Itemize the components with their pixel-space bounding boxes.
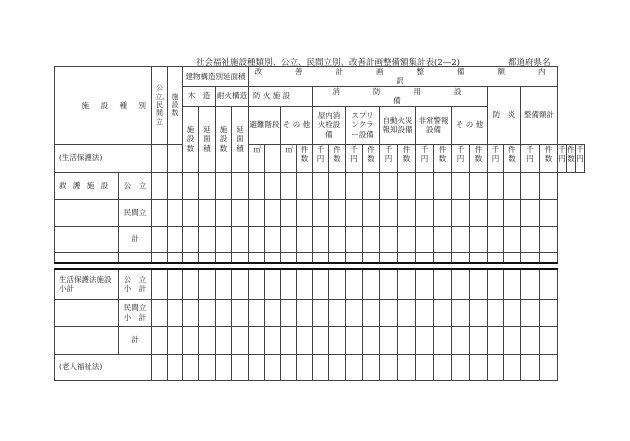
data-cell[interactable] [329, 354, 346, 380]
data-cell[interactable] [199, 326, 216, 354]
data-cell[interactable] [540, 252, 558, 263]
data-cell[interactable] [452, 299, 470, 326]
data-cell[interactable] [232, 299, 249, 326]
data-cell[interactable] [434, 354, 452, 380]
data-cell[interactable] [398, 299, 416, 326]
data-cell[interactable] [168, 326, 183, 354]
data-cell[interactable] [249, 269, 265, 299]
data-cell[interactable] [363, 252, 380, 263]
report-title: 社会福祉施設種類別、公立、民間立別、改善計画整備額集計表(2―2) [196, 58, 460, 68]
data-cell[interactable] [488, 299, 504, 326]
unit-count: 件数 [540, 144, 558, 172]
data-cell[interactable] [470, 269, 488, 299]
data-cell[interactable] [313, 252, 329, 263]
data-cell[interactable] [232, 172, 249, 199]
data-cell[interactable] [168, 354, 183, 380]
data-cell[interactable] [249, 226, 265, 252]
data-cell[interactable] [363, 299, 380, 326]
unit-thousand-yen: 千円 [313, 144, 329, 172]
data-cell[interactable] [504, 326, 521, 354]
data-cell[interactable] [152, 354, 168, 380]
data-cell[interactable] [363, 199, 380, 226]
summary-table-sheet [54, 66, 585, 381]
fire-floor-area-header: 延面積 [232, 106, 249, 172]
data-cell[interactable] [521, 269, 540, 299]
building-area-header: 建物構造別延面積 [183, 67, 249, 87]
row-label: 計 [119, 326, 152, 354]
unit-count: 件数 [504, 144, 521, 172]
data-cell[interactable] [398, 326, 416, 354]
data-cell[interactable] [380, 252, 398, 263]
data-cell[interactable] [183, 354, 199, 380]
row-label: 公 立 小 計 [119, 269, 152, 299]
data-cell[interactable] [281, 354, 297, 380]
row-label: 計 [119, 226, 152, 252]
data-cell[interactable] [540, 354, 558, 380]
data-cell[interactable] [380, 299, 398, 326]
data-cell[interactable] [452, 269, 470, 299]
data-cell[interactable] [232, 199, 249, 226]
data-cell[interactable] [416, 252, 434, 263]
data-cell[interactable] [199, 252, 216, 263]
data-cell[interactable] [329, 326, 346, 354]
data-cell[interactable] [470, 199, 488, 226]
unit-count: 件数 [470, 144, 488, 172]
data-cell[interactable] [488, 326, 504, 354]
data-cell[interactable] [168, 269, 183, 299]
data-cell[interactable] [346, 172, 363, 199]
data-cell[interactable] [452, 172, 470, 199]
data-cell[interactable] [329, 172, 346, 199]
wood-floor-area-header: 延面積 [199, 106, 216, 172]
data-cell[interactable] [540, 269, 558, 299]
data-cell[interactable] [232, 252, 249, 263]
unit-sqm-wood: ㎡ [249, 144, 265, 172]
data-cell[interactable] [488, 226, 504, 252]
data-cell[interactable] [183, 269, 199, 299]
data-cell[interactable] [297, 354, 313, 380]
data-cell[interactable] [346, 252, 363, 263]
data-cell[interactable] [504, 172, 521, 199]
data-cell[interactable] [363, 269, 380, 299]
data-cell[interactable] [297, 226, 313, 252]
facility-type-header: 施 設 種 別 [55, 67, 152, 145]
emergency-alarm-header: 非常警報設備 [416, 106, 452, 144]
data-cell[interactable] [265, 326, 281, 354]
data-cell[interactable] [416, 326, 434, 354]
data-cell[interactable] [398, 199, 416, 226]
unit-thousand-yen: 千円 [576, 144, 585, 172]
data-cell[interactable] [281, 326, 297, 354]
data-cell[interactable] [313, 354, 329, 380]
data-cell[interactable] [199, 199, 216, 226]
data-cell[interactable] [329, 226, 346, 252]
total-maintenance-header: 整備額計 [521, 86, 558, 144]
data-cell[interactable] [313, 269, 329, 299]
data-cell[interactable] [504, 354, 521, 380]
data-cell[interactable] [152, 252, 168, 263]
data-cell[interactable] [363, 172, 380, 199]
data-cell[interactable] [521, 252, 540, 263]
data-cell[interactable] [199, 269, 216, 299]
data-cell[interactable] [434, 326, 452, 354]
data-cell[interactable] [363, 226, 380, 252]
data-cell[interactable] [470, 326, 488, 354]
data-cell[interactable] [346, 226, 363, 252]
data-cell[interactable] [265, 172, 281, 199]
data-cell[interactable] [281, 269, 297, 299]
data-cell[interactable] [416, 172, 434, 199]
data-cell[interactable] [452, 252, 470, 263]
data-cell[interactable] [168, 299, 183, 326]
data-cell[interactable] [521, 326, 540, 354]
row-label: 公 立 [119, 172, 152, 199]
unit-count: 件数 [434, 144, 452, 172]
data-cell[interactable] [416, 199, 434, 226]
data-cell[interactable] [380, 199, 398, 226]
group2-name: 生活保護法施設小計 [55, 269, 119, 299]
data-cell[interactable] [265, 226, 281, 252]
data-cell[interactable] [199, 226, 216, 252]
fire-facility-count-header: 施設数 [216, 106, 232, 172]
data-cell[interactable] [183, 299, 199, 326]
data-cell[interactable] [281, 199, 297, 226]
data-cell[interactable] [183, 172, 199, 199]
sprinkler-header: スプリンクラー設備 [346, 106, 380, 144]
data-cell[interactable] [540, 199, 558, 226]
data-cell[interactable] [281, 172, 297, 199]
data-cell[interactable] [488, 269, 504, 299]
data-cell[interactable] [152, 172, 168, 199]
data-cell[interactable] [540, 326, 558, 354]
fireproof-header: 耐火構造 [216, 86, 249, 106]
data-cell[interactable] [470, 252, 488, 263]
data-cell[interactable] [216, 326, 232, 354]
data-cell[interactable] [329, 269, 346, 299]
data-cell[interactable] [434, 299, 452, 326]
data-cell[interactable] [249, 299, 265, 326]
data-cell[interactable] [152, 199, 168, 226]
data-cell[interactable] [380, 326, 398, 354]
data-cell[interactable] [504, 226, 521, 252]
data-cell[interactable] [265, 199, 281, 226]
data-cell[interactable] [329, 252, 346, 263]
data-cell[interactable] [488, 172, 504, 199]
unit-thousand-yen: 千円 [416, 144, 434, 172]
data-cell[interactable] [232, 326, 249, 354]
data-cell[interactable] [265, 269, 281, 299]
unit-count: 件数 [363, 144, 380, 172]
data-cell[interactable] [488, 354, 504, 380]
data-cell[interactable] [297, 199, 313, 226]
data-cell[interactable] [199, 172, 216, 199]
data-cell[interactable] [380, 172, 398, 199]
data-cell[interactable] [521, 299, 540, 326]
data-cell[interactable] [152, 269, 168, 299]
unit-count: 件数 [398, 144, 416, 172]
data-cell[interactable] [281, 226, 297, 252]
data-cell[interactable] [363, 354, 380, 380]
data-cell[interactable] [199, 299, 216, 326]
data-cell[interactable] [346, 326, 363, 354]
data-cell[interactable] [380, 226, 398, 252]
data-cell[interactable] [313, 172, 329, 199]
data-cell[interactable] [216, 172, 232, 199]
data-cell[interactable] [216, 354, 232, 380]
unit-count: 件数 [297, 144, 313, 172]
data-cell[interactable] [216, 252, 232, 263]
data-cell[interactable] [183, 226, 199, 252]
firefighting-equipment-header: 消 防 用 設 備 [313, 86, 488, 106]
data-cell[interactable] [281, 299, 297, 326]
row-label: 民間立 小 計 [119, 299, 152, 326]
data-cell[interactable] [540, 299, 558, 326]
fire-prevention-header: 防 火 施 設 [249, 86, 313, 106]
data-cell[interactable] [313, 226, 329, 252]
evac-stairs-header: 避難階段 [249, 106, 281, 144]
data-cell[interactable] [363, 326, 380, 354]
data-cell[interactable] [434, 269, 452, 299]
data-cell[interactable] [168, 226, 183, 252]
data-cell[interactable] [504, 269, 521, 299]
unit-thousand-yen: 千円 [488, 144, 504, 172]
data-cell[interactable] [398, 172, 416, 199]
data-cell[interactable] [380, 269, 398, 299]
data-cell[interactable] [216, 226, 232, 252]
data-cell[interactable] [297, 299, 313, 326]
wooden-header: 木 造 [183, 86, 216, 106]
unit-count: 件数 [567, 144, 576, 172]
summary-table [54, 66, 585, 381]
data-cell[interactable] [416, 226, 434, 252]
data-cell[interactable] [521, 172, 540, 199]
data-cell[interactable] [470, 299, 488, 326]
data-cell[interactable] [398, 226, 416, 252]
data-cell[interactable] [232, 226, 249, 252]
data-cell[interactable] [452, 199, 470, 226]
prefecture-label: 都道府県名 [508, 58, 551, 68]
data-cell[interactable] [297, 252, 313, 263]
data-cell[interactable] [434, 226, 452, 252]
data-cell[interactable] [346, 299, 363, 326]
indoor-hydrant-header: 屋内消火栓設備 [313, 106, 346, 144]
fire-protection-header: 防 炎 [488, 86, 521, 144]
data-cell[interactable] [152, 299, 168, 326]
data-cell[interactable] [452, 326, 470, 354]
data-cell[interactable] [504, 199, 521, 226]
data-cell[interactable] [521, 354, 540, 380]
data-cell[interactable] [452, 354, 470, 380]
data-cell[interactable] [329, 299, 346, 326]
data-cell[interactable] [297, 326, 313, 354]
data-cell[interactable] [249, 326, 265, 354]
data-cell[interactable] [265, 299, 281, 326]
unit-thousand-yen: 千円 [380, 144, 398, 172]
data-cell[interactable] [216, 299, 232, 326]
row-label: 民間立 [119, 199, 152, 226]
data-cell[interactable] [249, 252, 265, 263]
data-cell[interactable] [540, 226, 558, 252]
public-private-header: 公立、民間立 [152, 67, 168, 145]
data-cell[interactable] [249, 354, 265, 380]
auto-alarm-header: 自動火災報知設備 [380, 106, 416, 144]
data-cell[interactable] [488, 252, 504, 263]
data-cell[interactable] [416, 269, 434, 299]
unit-thousand-yen: 千円 [521, 144, 540, 172]
data-cell[interactable] [452, 226, 470, 252]
facility-count-header: 施設数 [168, 67, 183, 145]
data-cell[interactable] [434, 199, 452, 226]
data-cell[interactable] [313, 326, 329, 354]
data-cell[interactable] [346, 354, 363, 380]
data-cell[interactable] [265, 252, 281, 263]
data-cell[interactable] [346, 269, 363, 299]
data-cell[interactable] [183, 326, 199, 354]
data-cell[interactable] [398, 354, 416, 380]
data-cell[interactable] [216, 269, 232, 299]
data-cell[interactable] [313, 299, 329, 326]
data-cell[interactable] [521, 226, 540, 252]
data-cell[interactable] [297, 269, 313, 299]
other1-header: そ の 他 [281, 106, 313, 144]
data-cell[interactable] [168, 172, 183, 199]
data-cell[interactable] [416, 354, 434, 380]
improvement-plan-header: 改 善 計 画 整 備 額 内 訳 [249, 67, 558, 87]
group1-name: 救 護 施 設 [55, 172, 119, 199]
unit-count: 件数 [329, 144, 346, 172]
data-cell[interactable] [152, 326, 168, 354]
group1-heading: (生活保護法) [55, 144, 152, 172]
data-cell[interactable] [329, 199, 346, 226]
data-cell[interactable] [249, 172, 265, 199]
unit-sqm-fire: ㎡ [281, 144, 297, 172]
data-cell[interactable] [470, 354, 488, 380]
data-cell[interactable] [488, 199, 504, 226]
data-cell[interactable] [346, 199, 363, 226]
data-cell[interactable] [434, 252, 452, 263]
data-cell[interactable] [168, 199, 183, 226]
data-cell[interactable] [183, 252, 199, 263]
data-cell[interactable] [434, 172, 452, 199]
data-cell[interactable] [216, 199, 232, 226]
data-cell[interactable] [504, 299, 521, 326]
wood-facility-count-header: 施設数 [183, 106, 199, 172]
data-cell[interactable] [249, 199, 265, 226]
data-cell[interactable] [265, 354, 281, 380]
data-cell[interactable] [540, 172, 558, 199]
data-cell[interactable] [232, 354, 249, 380]
data-cell[interactable] [470, 172, 488, 199]
data-cell[interactable] [168, 252, 183, 263]
data-cell[interactable] [281, 252, 297, 263]
other2-header: そ の 他 [452, 106, 488, 144]
data-cell[interactable] [297, 172, 313, 199]
group3-heading: (老人福祉法) [55, 354, 152, 380]
data-cell[interactable] [183, 199, 199, 226]
data-cell[interactable] [416, 299, 434, 326]
data-cell[interactable] [313, 199, 329, 226]
data-cell[interactable] [232, 269, 249, 299]
unit-thousand-yen: 千円 [558, 144, 567, 172]
data-cell[interactable] [398, 269, 416, 299]
data-cell[interactable] [521, 199, 540, 226]
unit-thousand-yen: 千円 [346, 144, 363, 172]
data-cell[interactable] [199, 354, 216, 380]
data-cell[interactable] [470, 226, 488, 252]
data-cell[interactable] [152, 226, 168, 252]
data-cell[interactable] [398, 252, 416, 263]
data-cell[interactable] [504, 252, 521, 263]
unit-thousand-yen: 千円 [452, 144, 470, 172]
data-cell[interactable] [380, 354, 398, 380]
